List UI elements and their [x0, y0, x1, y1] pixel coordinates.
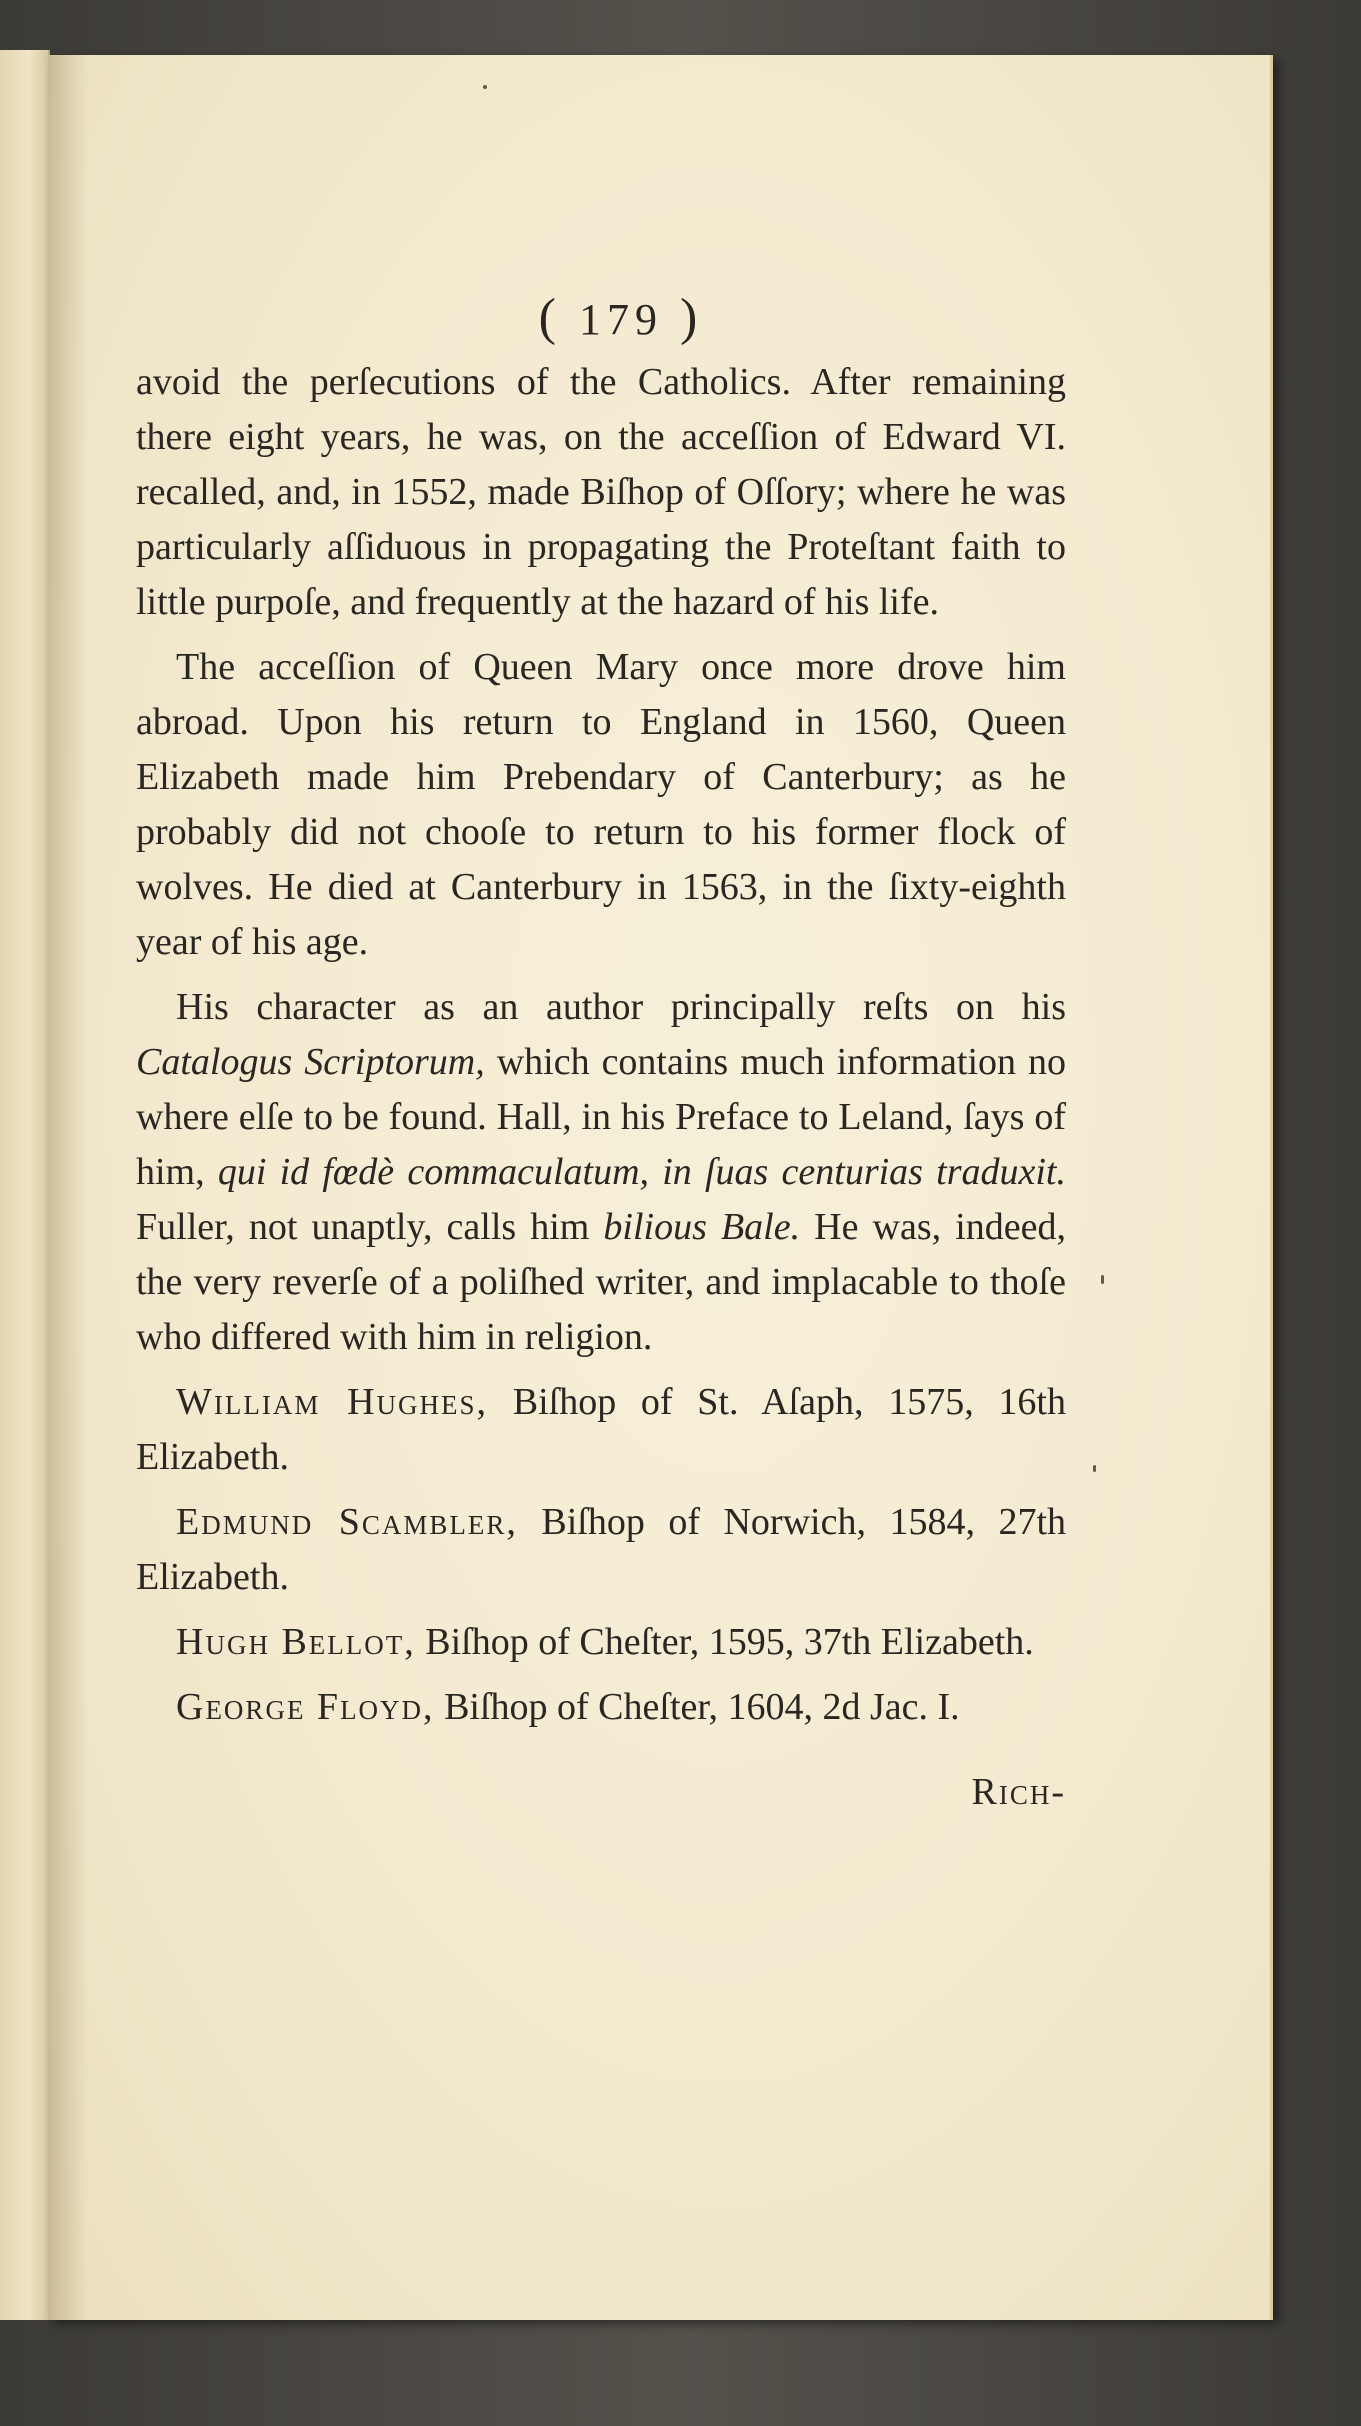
- paper-speck: [1101, 1275, 1104, 1284]
- facing-page-edge: [0, 50, 50, 2320]
- italic-title: Catalogus Scriptorum,: [136, 1041, 485, 1083]
- bishop-detail: Biſhop of Cheſter, 1595, 37th Elizabeth.: [415, 1621, 1034, 1663]
- bishop-name: William Hughes,: [176, 1381, 489, 1423]
- paragraph-queen-mary: The acceſſion of Queen Mary once more drove him abroad. Upon his return to England in 1560, Queen Elizabeth made him Prebendary of Canterbury; as he probably did not chooſe to return to his former flock of wolves. He died at Canterbury in 1563, in the ſixty-eighth year of his age.: [136, 646, 1066, 963]
- catchword: Rich-: [971, 1771, 1066, 1813]
- gutter-shadow: [48, 55, 88, 2320]
- text-run: He was, indeed, the very reverſe of a poliſhed writer, and implacable to thoſe who differed with him in religion.: [136, 1206, 1066, 1358]
- page-number: [136, 285, 1066, 353]
- bishop-name: Hugh Bellot,: [176, 1621, 416, 1663]
- folio-paren-close: ): [680, 289, 704, 346]
- bishop-entry: [136, 1495, 1066, 1605]
- text-run: Fuller, not unaptly, calls him: [136, 1206, 604, 1248]
- bishop-detail: Biſhop of Cheſter, 1604, 2d Jac. I.: [434, 1686, 960, 1728]
- latin-quote: qui id fœdè commaculatum, in ſuas centurias traduxit.: [217, 1151, 1066, 1193]
- bishop-name: Edmund Scambler,: [176, 1501, 518, 1543]
- folio-paren-open: (: [538, 289, 562, 346]
- page-text: [136, 285, 1066, 1820]
- text-run: which contains much information no where elſe to be found. Hall, in his Preface to Leland, ſays of him,: [136, 1041, 1066, 1193]
- bishop-entry: [136, 1375, 1066, 1485]
- paragraph-character: [136, 980, 1066, 1365]
- bishop-name: George Floyd,: [176, 1686, 435, 1728]
- paragraph-continuation: avoid the perſecutions of the Catholics. After remaining there eight years, he was, on the acceſſion of Edward VI. recalled, and, in 1552, made Biſhop of Oſſory; where he was particularly aſſiduous in propagating the Proteſtant faith to little purpoſe, and frequently at the hazard of his life.: [136, 361, 1066, 623]
- bishop-entry: [136, 1615, 1066, 1670]
- text-run: His character as an author principally reſts on his: [176, 986, 1066, 1028]
- paper-speck: [483, 85, 487, 89]
- bishop-detail: Biſhop of Norwich, 1584, 27th Elizabeth.: [136, 1501, 1066, 1598]
- paper-speck: [1093, 1465, 1096, 1472]
- bishop-entry: [136, 1680, 1066, 1735]
- italic-epithet: bilious Bale.: [603, 1206, 801, 1248]
- folio-number: 179: [579, 295, 663, 344]
- bishop-detail: Biſhop of St. Aſaph, 1575, 16th Elizabeth.: [136, 1381, 1066, 1478]
- book-page: [48, 55, 1273, 2320]
